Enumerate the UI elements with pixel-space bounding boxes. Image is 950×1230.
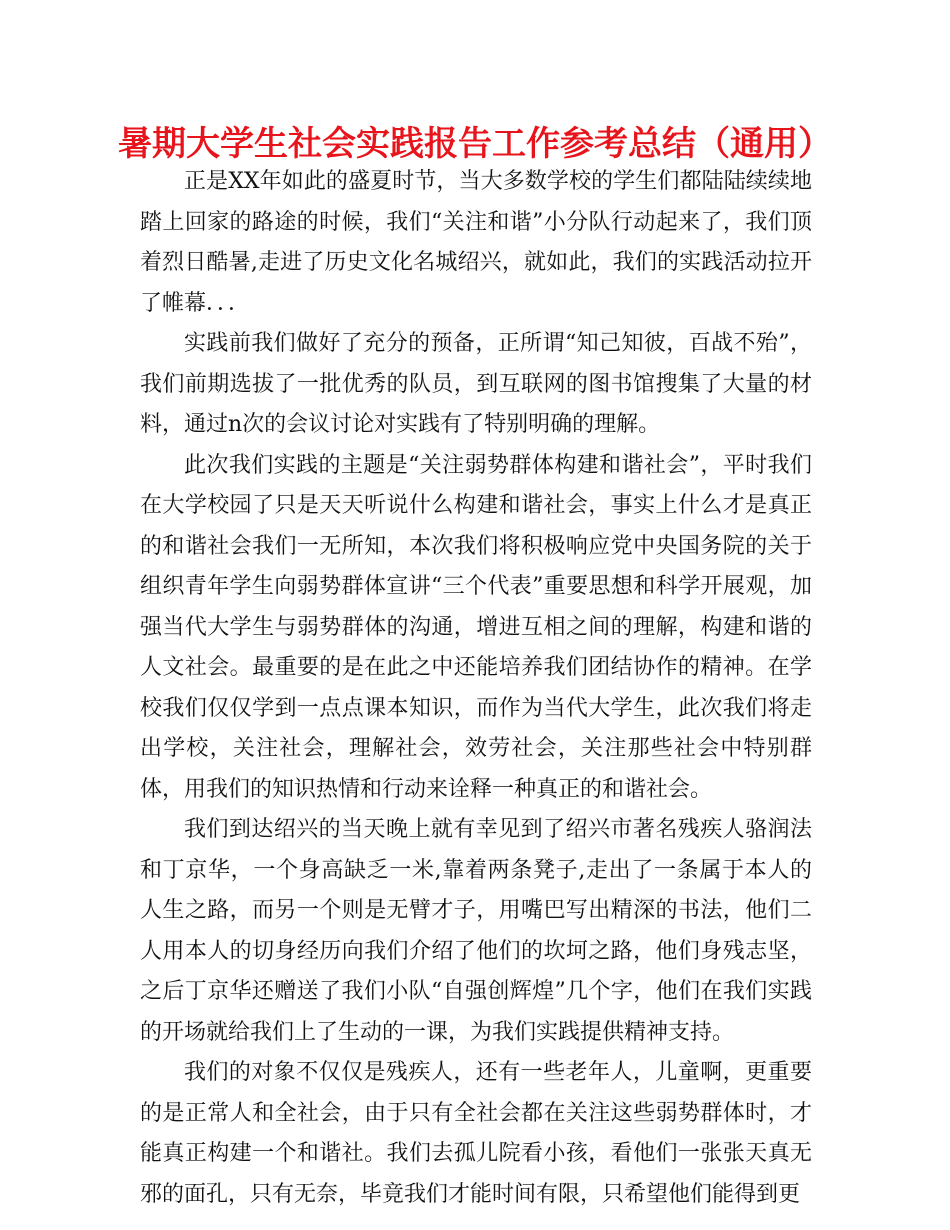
paragraph-3: 此次我们实践的主题是“关注弱势群体构建和谐社会”，平时我们在大学校园了只是天天听说什么构建和谐社会，事实上什么才是真正的和谐社会我们一无所知，本次我们将积极响应党中央国务院的关于组织青年学生向弱势群体宣讲“三个代表”重要思想和科学开展观，加强当代大学生与弱势群体的沟通，增进互相之间的理解，构建和谐的人文社会。最重要的是在此之中还能培养我们团结协作的精神。在学校我们仅仅学到一点点课本知识，而作为当代大学生，此次我们将走出学校，关注社会，理解社会，效劳社会，关注那些社会中特别群体，用我们的知识热情和行动来诠释一种真正的和谐社会。 (140, 452, 812, 802)
paragraph-2: 实践前我们做好了充分的预备，正所谓“知己知彼，百战不殆”，我们前期选拔了一批优秀的队员，到互联网的图书馆搜集了大量的材料，通过n次的会议讨论对实践有了特别明确的理解。 (140, 331, 812, 437)
document-title: 暑期大学生社会实践报告工作参考总结（通用） (118, 124, 832, 164)
document-body (140, 162, 812, 1215)
paragraph-5: 我们的对象不仅仅是残疾人，还有一些老年人，儿童啊，更重要的是正常人和全社会，由于只有全社会都在关注这些弱势群体时，才能真正构建一个和谐社。我们去孤儿院看小孩，看他们一张张天真无邪的面孔，只有无奈，毕竟我们才能时间有限，只希望他们能得到更 (140, 1060, 812, 1207)
paragraph-4: 我们到达绍兴的当天晚上就有幸见到了绍兴市著名残疾人骆润法和丁京华，一个身高缺乏一米,靠着两条凳子,走出了一条属于本人的人生之路，而另一个则是无臂才子，用嘴巴写出精深的书法，他们二人用本人的切身经历向我们介绍了他们的坎坷之路，他们身残志坚，之后丁京华还赠送了我们小队“自强创辉煌”几个字，他们在我们实践的开场就给我们上了生动的一课，为我们实践提供精神支持。 (140, 817, 812, 1045)
paragraph-1: 正是XX年如此的盛夏时节，当大多数学校的学生们都陆陆续续地踏上回家的路途的时候，我们“关注和谐”小分队行动起来了，我们顶着烈日酷暑,走进了历史文化名城绍兴，就如此，我们的实践活动拉开了帷幕．．． (140, 169, 812, 316)
